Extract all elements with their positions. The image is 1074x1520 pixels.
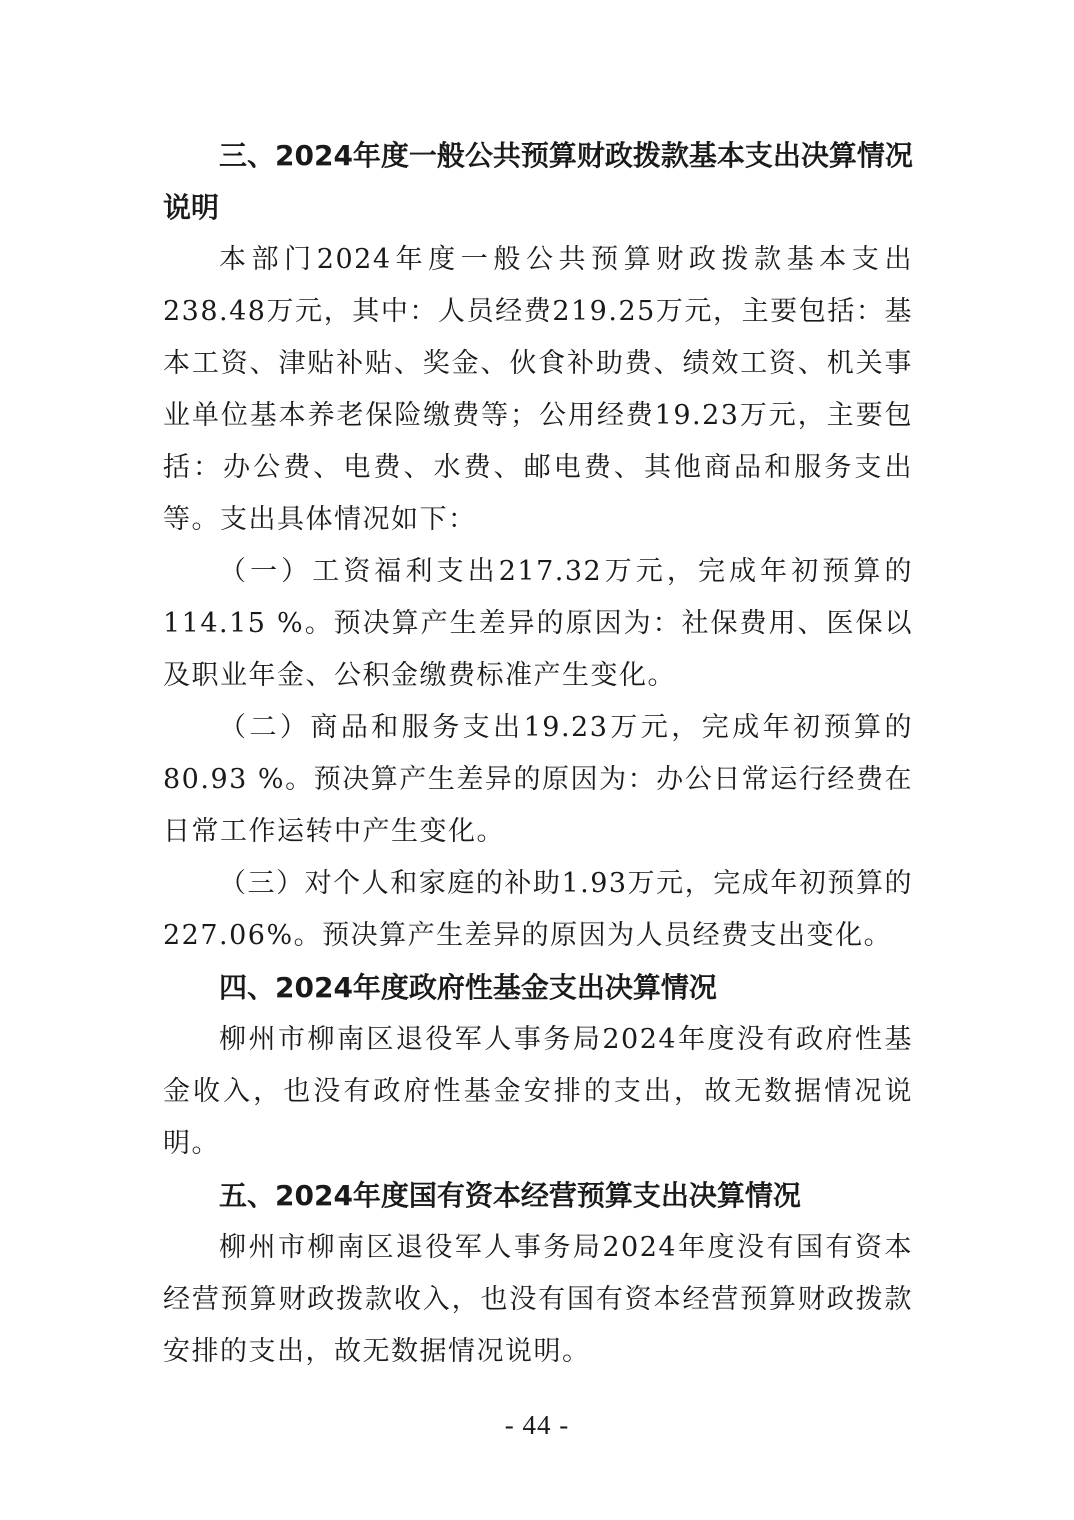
section-5 xyxy=(163,1170,913,1378)
section-4-paragraph-1: 柳州市柳南区退役军人事务局2024年度没有政府性基金收入，也没有政府性基金安排的支出，故无数据情况说明。 xyxy=(163,1024,913,1159)
document-page xyxy=(163,130,913,1378)
section-3-paragraph-3: （二）商品和服务支出19.23万元，完成年初预算的80.93 %。预决算产生差异的原因为：办公日常运行经费在日常工作运转中产生变化。 xyxy=(163,712,913,847)
section-3-paragraph-2: （一）工资福利支出217.32万元，完成年初预算的114.15 %。预决算产生差异的原因为：社保费用、医保以及职业年金、公积金缴费标准产生变化。 xyxy=(163,556,913,691)
section-5-paragraph-1: 柳州市柳南区退役军人事务局2024年度没有国有资本经营预算财政拨款收入，也没有国有资本经营预算财政拨款安排的支出，故无数据情况说明。 xyxy=(163,1232,913,1367)
section-3-paragraph-4: （三）对个人和家庭的补助1.93万元，完成年初预算的227.06%。预决算产生差异的原因为人员经费支出变化。 xyxy=(163,868,913,951)
section-5-heading: 五、2024年度国有资本经营预算支出决算情况 xyxy=(219,1179,801,1212)
section-4-heading: 四、2024年度政府性基金支出决算情况 xyxy=(219,971,717,1004)
page-number: - 44 - xyxy=(504,1410,570,1440)
section-3-paragraph-1: 本部门2024年度一般公共预算财政拨款基本支出238.48万元，其中：人员经费219.25万元，主要包括：基本工资、津贴补贴、奖金、伙食补助费、绩效工资、机关事业单位基本养老保险缴费等；公用经费19.23万元，主要包括：办公费、电费、水费、邮电费、其他商品和服务支出等。支出具体情况如下： xyxy=(163,244,913,535)
section-3-heading: 三、2024年度一般公共预算财政拨款基本支出决算情况说明 xyxy=(163,139,913,224)
section-3 xyxy=(163,130,913,962)
section-4 xyxy=(163,962,913,1170)
